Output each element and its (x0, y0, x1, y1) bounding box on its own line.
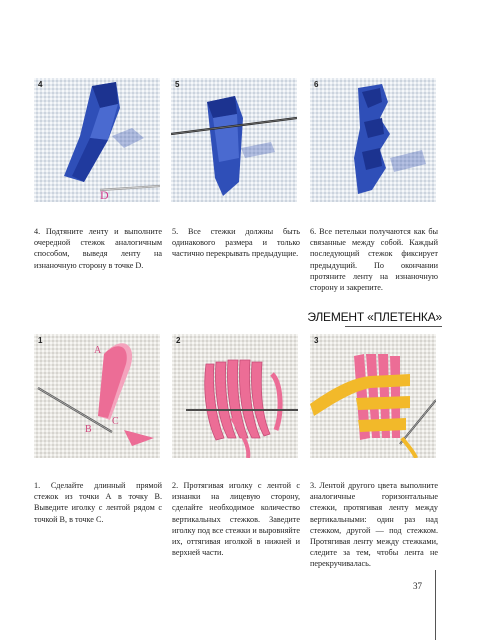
point-label-c: C (112, 416, 119, 427)
title-underline (345, 326, 442, 327)
page-number-rule (435, 570, 436, 640)
step-number: 4 (38, 80, 43, 89)
photo-weave-step-2 (172, 334, 298, 458)
step-number: 3 (314, 336, 319, 345)
caption-step-5: 5. Все стежки должны быть одинакового размера и только частично перекрывать предыдущие. (172, 227, 300, 259)
point-label-d: D (100, 188, 109, 202)
caption-weave-step-1: 1. Сделайте длинный прямой стежок из точки А в точку В. Выведите иголку с лентой рядом с точкой В, в точке С. (34, 481, 162, 524)
step-number: 2 (176, 336, 181, 345)
caption-weave-step-3: 3. Лентой другого цвета выполните аналогичные горизонтальные стежки, протягивая ленту между вертикальными: один раз над стежком, другой — под стежком. Протягивая ленту между стежками, следите за тем, чтобы лента не перекручивалась. (310, 481, 438, 569)
step-number: 6 (314, 80, 319, 89)
point-label-a: A (94, 345, 102, 356)
section-title: ЭЛЕМЕНТ «ПЛЕТЕНКА» (307, 310, 442, 324)
caption-step-4: 4. Подтяните ленту и выполните очередной стежок аналогичным способом, выведя ленту на изнаночную сторону в точке D. (34, 227, 162, 270)
photo-weave-step-3 (310, 334, 436, 458)
step-number: 5 (175, 80, 180, 89)
photo-step-5 (171, 78, 297, 202)
photo-step-6 (310, 78, 436, 202)
caption-step-6: 6. Все петельки получаются как бы связанные между собой. Каждый последующий стежок фиксирует предыдущий. По окончании протяните ленту на изнаночную сторону и закрепите. (310, 227, 438, 293)
caption-weave-step-2: 2. Протягивая иголку с лентой с изнанки на лицевую сторону, сделайте необходимое количество вертикальных стежков. Заведите иголку под все стежки и выровняйте их, оттягивая иголкой в нижней и верхней части. (172, 481, 300, 558)
photo-step-4 (34, 78, 160, 202)
page-number: 37 (413, 581, 422, 591)
step-number: 1 (38, 336, 43, 345)
photo-weave-step-1 (34, 334, 160, 458)
point-label-b: B (85, 424, 92, 435)
